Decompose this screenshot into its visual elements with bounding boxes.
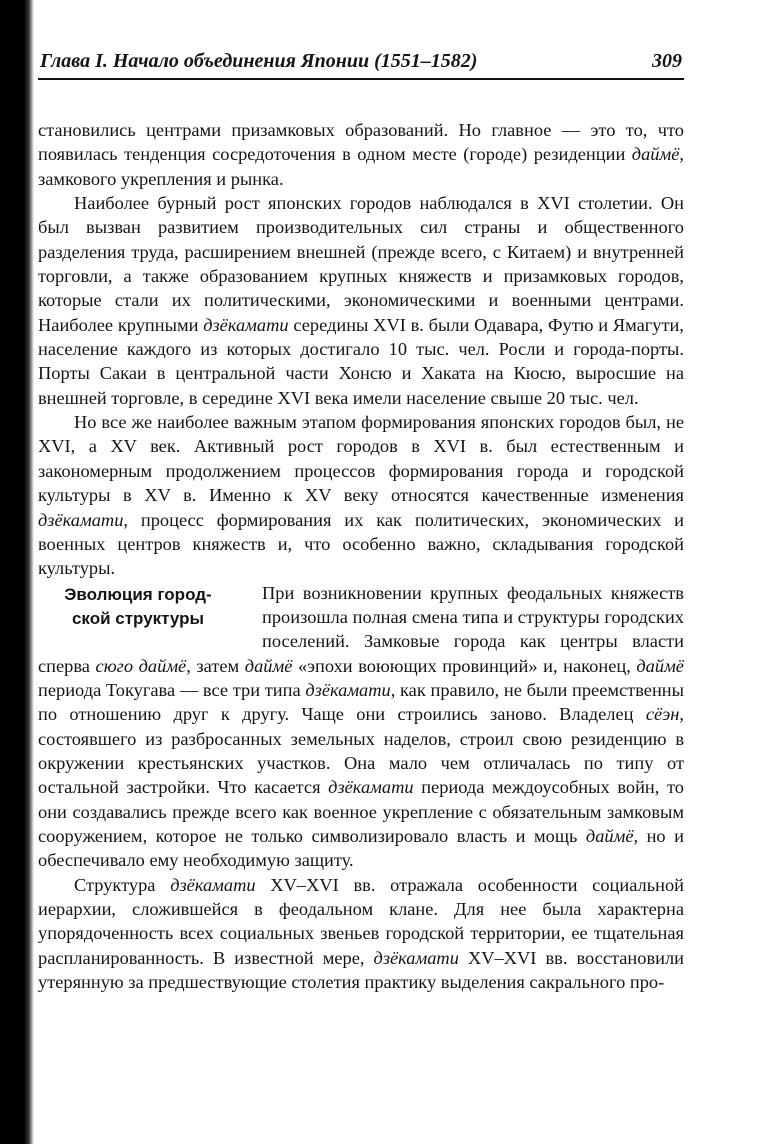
- paragraph: Наиболее бурный рост японских городов наблюдался в XVI столетии. Он был вызван развитием производительных сил страны и общественного разделения труда, расширением внешней (прежде всего, с Китаем) и внутренней торговли, а также образованием крупных княжеств и призамковых городов, которые стали их политическими, экономическими и военными центрами. Наиболее крупными дзёкамати середины XVI в. были Одавара, Футю и Ямагути, население каждого из которых достигало 10 тыс. чел. Росли и города-порты. Порты Сакаи в центральной части Хонсю и Хаката на Кюсю, выросшие на внешней торговле, в середине XVI века имели население свыше 20 тыс. чел.: [38, 193, 684, 408]
- paragraph: становились центрами призамковых образований. Но главное — это то, что появилась тенденция сосредоточения в одном месте (городе) резиденции даймё, замкового укрепления и рынка.: [38, 120, 684, 189]
- book-binding-shadow: [0, 0, 34, 1144]
- paragraph: Но все же наиболее важным этапом формирования японских городов был, не XVI, а XV век. Активный рост городов в XVI в. был естественным и закономерным продолжением процессов формирования города и городской культуры в XV в. Именно к XV веку относятся качественные изменения дзёкамати, процесс формирования их как политических, экономических и военных центров княжеств и, что особенно важно, складывания городской культуры.: [38, 412, 684, 579]
- section-sidehead: Эволюция город- ской структуры: [64, 584, 212, 628]
- book-binding-edge: [0, 0, 12, 110]
- page-number: 309: [652, 50, 682, 72]
- chapter-title: Глава I. Начало объединения Японии (1551–1582): [40, 50, 478, 72]
- running-header: [38, 50, 684, 80]
- paragraph: Структура дзёкамати XV–XVI вв. отражала особенности социальной иерархии, сложившейся в феодальном клане. Для нее была характерна упорядоченность всех социальных звеньев городской территории, ее тщательная распланированность. В известной мере, дзёкамати XV–XVI вв. восстановили утерянную за предшествующие столетия практику выделения сакрального про-: [38, 874, 685, 993]
- paragraph: При возникновении крупных феодальных княжеств произошла полная смена типа и структуры городских поселений. Замковые города как центры власти сперва сюго даймё, затем даймё «эпохи воюющих провинций» и, наконец, даймё периода Токугава — все три типа дзёкамати, как правило, не были преемственны по отношению друг к другу. Чаще они строились заново. Владелец сёэн, состоявшего из разбросанных земельных наделов, строил свою резиденцию в окружении крестьянских участков. Она мало чем отличалась по типу от остальной застройки. Что касается дзёкамати периода междоусобных войн, то они создавались прежде всего как военное укрепление с обязательным замковым сооружением, которое не только символизировало власть и мощь даймё, но и обеспечивало ему необходимую защиту.: [38, 582, 684, 871]
- body-text: [38, 118, 684, 994]
